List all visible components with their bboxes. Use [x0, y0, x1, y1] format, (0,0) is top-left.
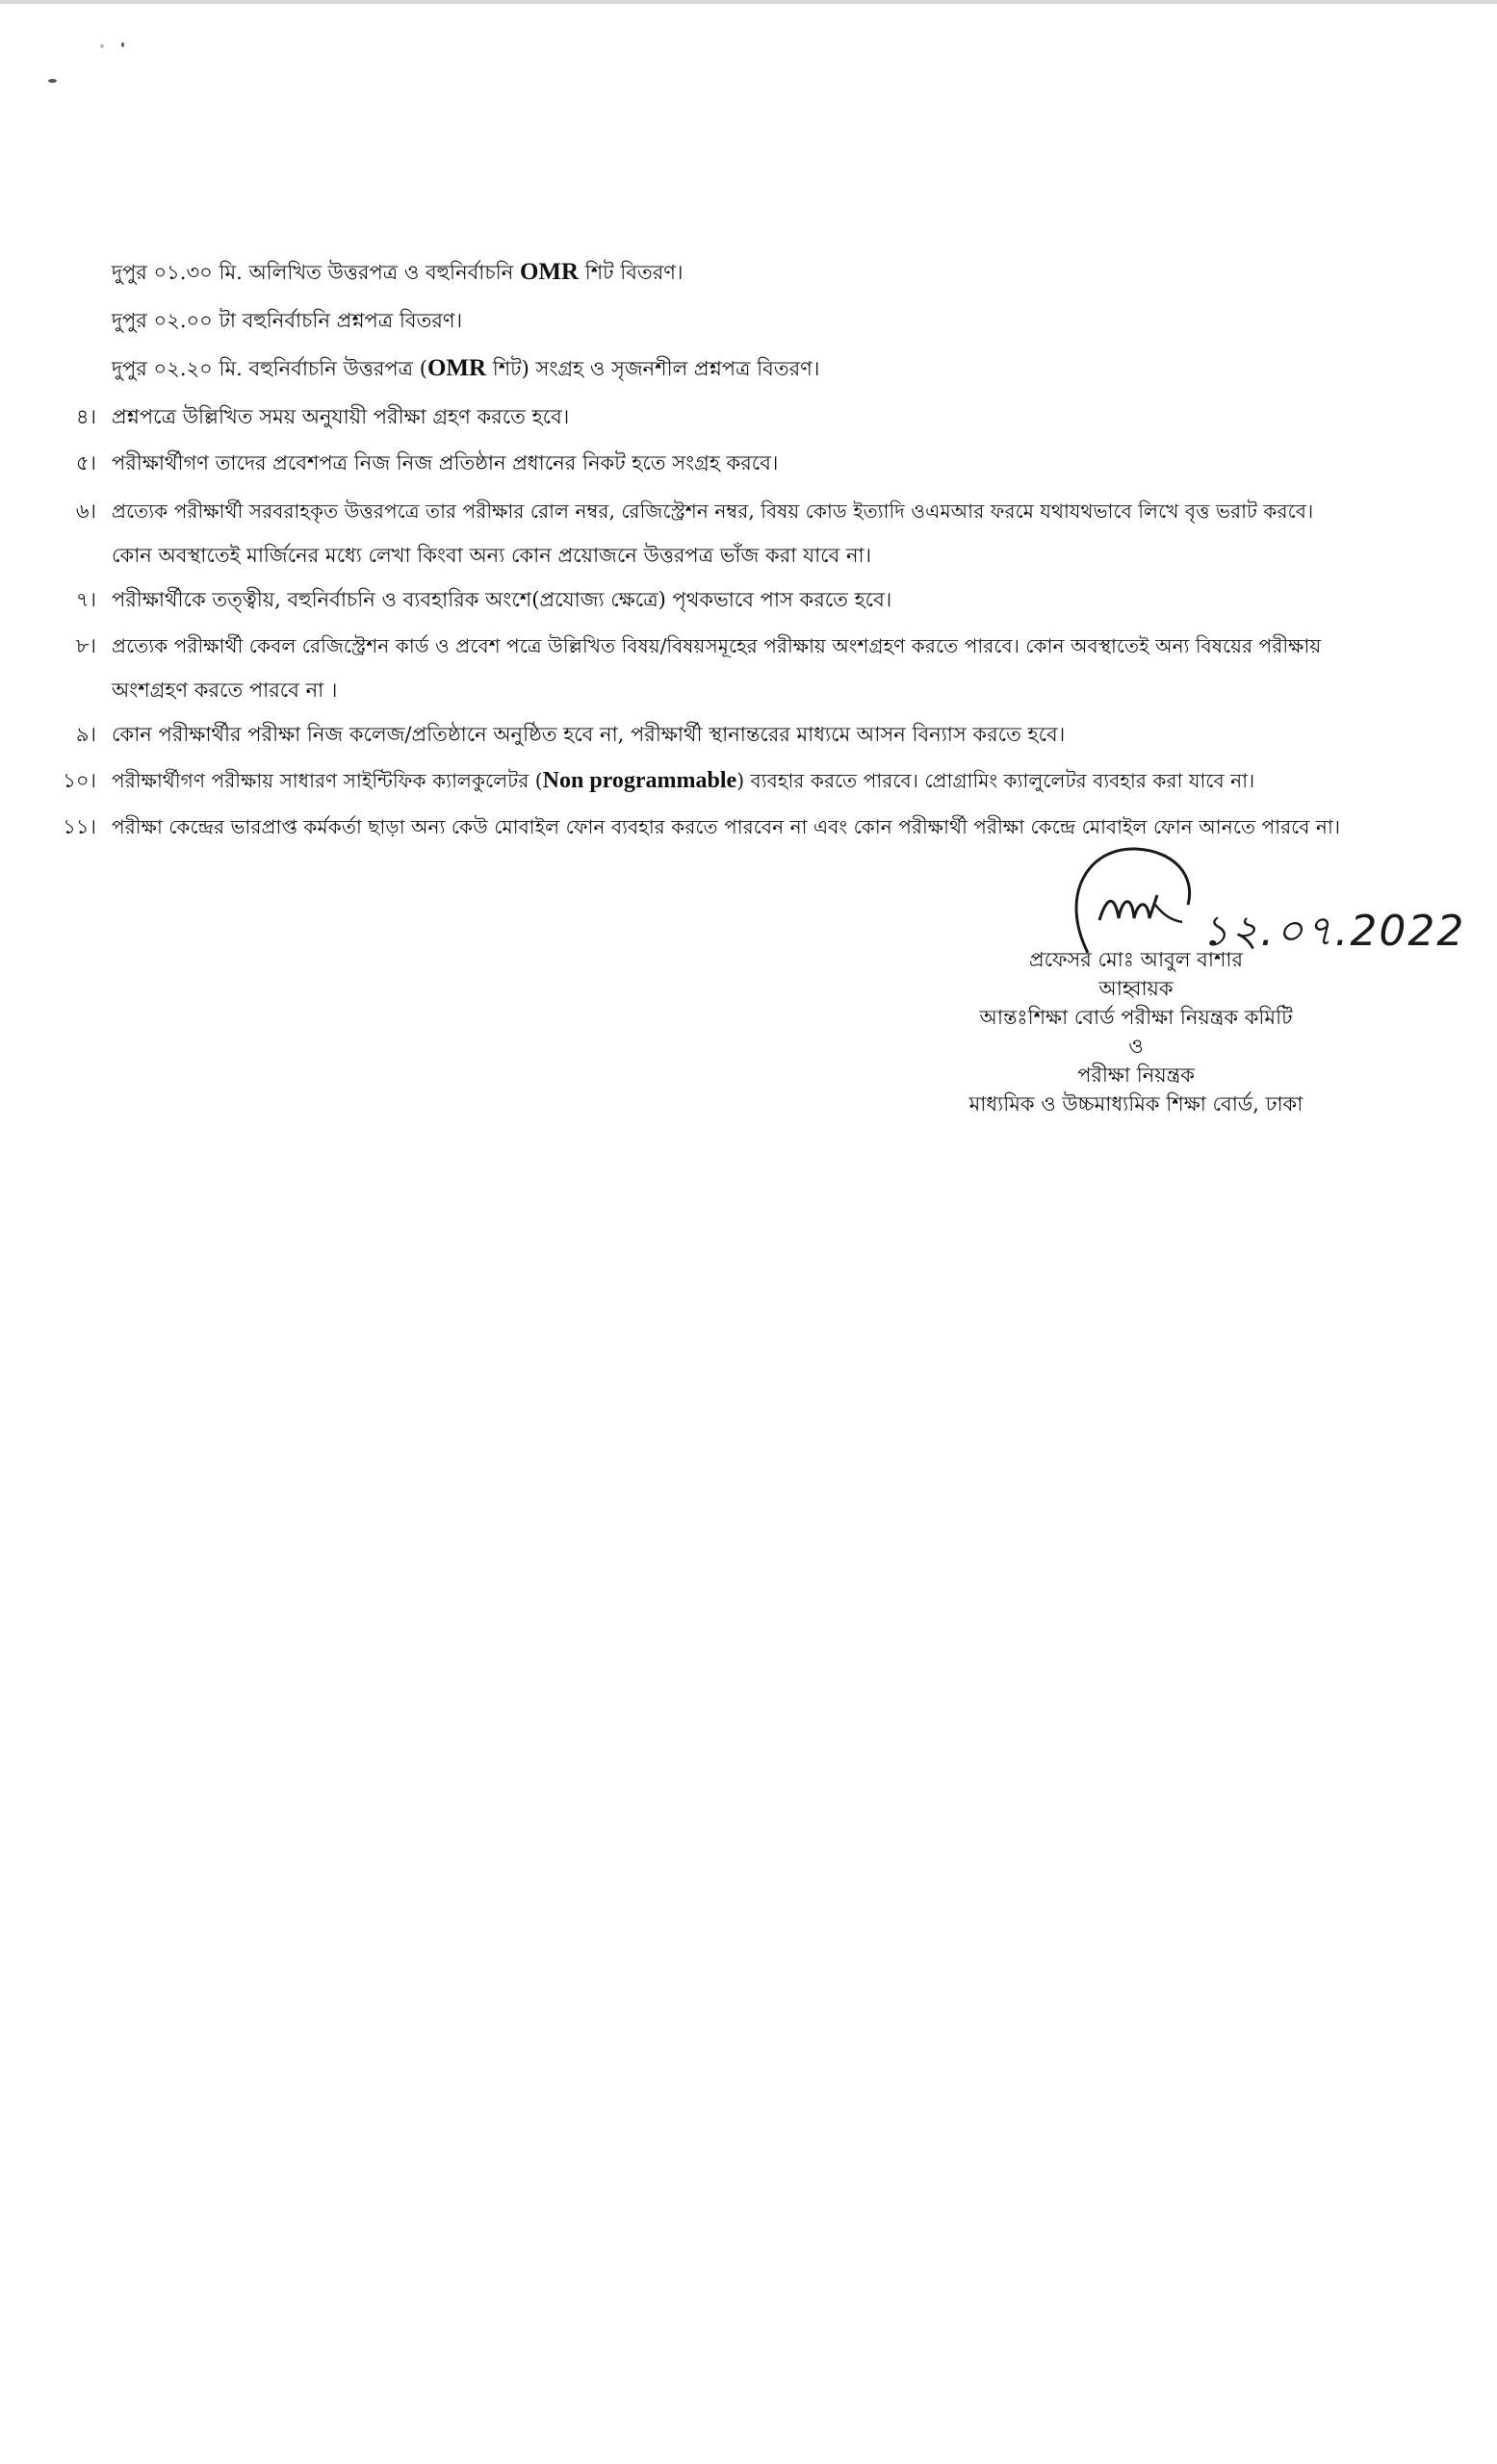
conjunction-text: ও: [1128, 1035, 1144, 1058]
item-number: ৭।: [75, 588, 96, 611]
schedule-line-1: দুপুর ০১.৩০ মি. অলিখিত উত্তরপত্র ও বহুনির্বাচনি OMR শিট বিতরণ।: [112, 259, 684, 285]
svg-text:১২.০৭.2022: ১২.০৭.2022: [1201, 907, 1466, 956]
scan-speck: [121, 42, 124, 47]
scan-edge: [0, 0, 1497, 4]
item-number: ৪।: [75, 405, 96, 428]
item-text-continued: অংশগ্রহণ করতে পারবে না ।: [112, 679, 338, 702]
scan-speck: [100, 44, 104, 48]
item-text-continued: কোন অবস্থাতেই মার্জিনের মধ্যে লেখা কিংবা অন্য কোন প্রয়োজনে উত্তরপত্র ভাঁজ করা যাবে না।: [112, 544, 872, 567]
item-text: প্রত্যেক পরীক্ষার্থী সরবরাহকৃত উত্তরপত্রে তার পরীক্ষার রোল নম্বর, রেজিস্ট্রেশন নম্বর, বিষয় কোড ইত্যাদি ওএমআর ফরমে যথাযথভাবে লিখে বৃত্ত ভরাট করবে।: [112, 500, 1314, 523]
item-number: ১১।: [63, 815, 96, 838]
scan-speck: [48, 79, 57, 83]
item-text: কোন পরীক্ষার্থীর পরীক্ষা নিজ কলেজ/প্রতিষ্ঠানে অনুষ্ঠিত হবে না, পরীক্ষার্থী স্থানান্তরের মাধ্যমে আসন বিন্যাস করতে হবে।: [112, 723, 1066, 746]
signatory-name: প্রফেসর মোঃ আবুল বাশার: [1028, 948, 1244, 971]
item-text: পরীক্ষা কেন্দ্রের ভারপ্রাপ্ত কর্মকর্তা ছাড়া অন্য কেউ মোবাইল ফোন ব্যবহার করতে পারবেন না এবং কোন পরীক্ষার্থী পরীক্ষা কেন্দ্রে মোবাইল ফোন আনতে পারবে না।: [112, 815, 1341, 838]
item-text: পরীক্ষার্থীগণ পরীক্ষায় সাধারণ সাইন্টিফিক ক্যালকুলেটর (Non programmable) ব্যবহার করতে পারবে। প্রোগ্রামিং ক্যালুলেটর ব্যবহার করা যাবে না।: [112, 768, 1255, 793]
item-number: ৮।: [75, 634, 96, 657]
item-text: পরীক্ষার্থীকে তত্ত্বীয়, বহুনির্বাচনি ও ব্যবহারিক অংশে(প্রযোজ্য ক্ষেত্রে) পৃথকভাবে পাস করতে হবে।: [112, 588, 892, 611]
item-number: ৫।: [75, 451, 96, 475]
schedule-line-2: দুপুর ০২.০০ টা বহুনির্বাচনি প্রশ্নপত্র বিতরণ।: [112, 309, 463, 332]
item-number: ১০।: [63, 769, 96, 792]
signatory-role: আহ্বায়ক: [1098, 977, 1174, 1000]
schedule-line-3: দুপুর ০২.২০ মি. বহুনির্বাচনি উত্তরপত্র (OMR শিট) সংগ্রহ ও সৃজনশীল প্রশ্নপত্র বিতরণ।: [112, 355, 820, 381]
item-number: ৬।: [75, 500, 96, 523]
signature-block: [943, 837, 1483, 1145]
item-text: পরীক্ষার্থীগণ তাদের প্রবেশপত্র নিজ নিজ প্রতিষ্ঠান প্রধানের নিকট হতে সংগ্রহ করবে।: [112, 451, 779, 475]
item-text: প্রত্যেক পরীক্ষার্থী কেবল রেজিস্ট্রেশন কার্ড ও প্রবেশ পত্রে উল্লিখিত বিষয়/বিষয়সমূহের পরীক্ষায় অংশগ্রহণ করতে পারবে। কোন অবস্থাতেই অন্য বিষয়ের পরীক্ষায়: [112, 634, 1322, 657]
committee-name: আন্তঃশিক্ষা বোর্ড পরীক্ষা নিয়ন্ত্রক কমিটি: [979, 1006, 1293, 1029]
board-name: মাধ্যমিক ও উচ্চমাধ্যমিক শিক্ষা বোর্ড, ঢাকা: [968, 1092, 1303, 1116]
item-text: প্রশ্নপত্রে উল্লিখিত সময় অনুযায়ী পরীক্ষা গ্রহণ করতে হবে।: [112, 405, 570, 428]
signatory-role-2: পরীক্ষা নিয়ন্ত্রক: [1077, 1064, 1195, 1087]
item-number: ৯।: [75, 723, 96, 746]
